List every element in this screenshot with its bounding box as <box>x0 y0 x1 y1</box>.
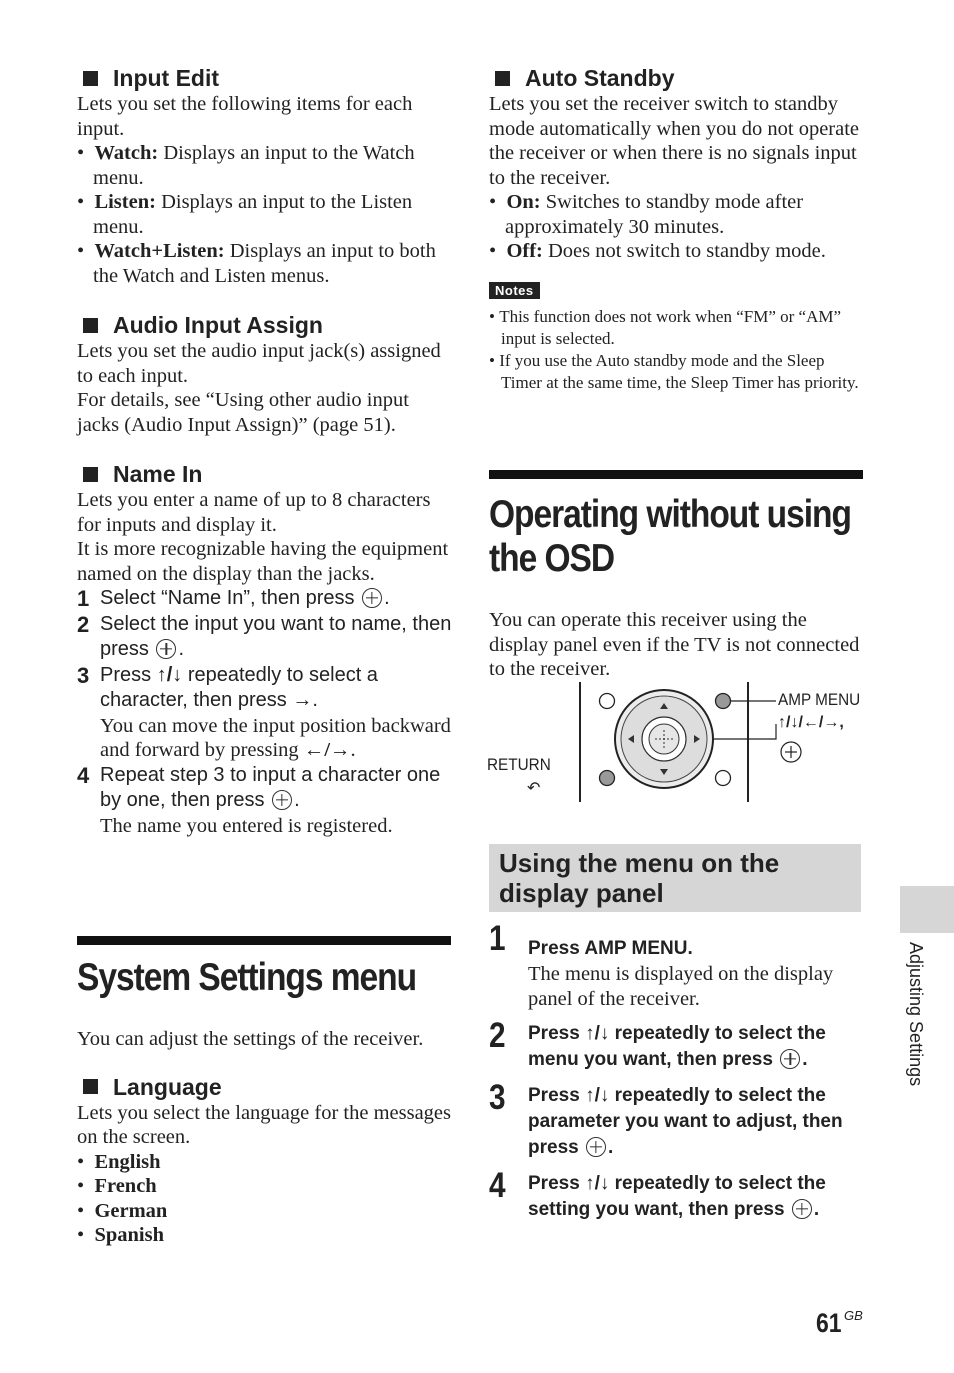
return-label: RETURN <box>487 755 551 774</box>
enter-button-icon <box>272 790 292 810</box>
step-item: 2 Press ↑/↓ repeatedly to select the menu you want, then press . <box>489 1016 826 1070</box>
language-intro: Lets you select the language for the messages on the screen. <box>77 1101 451 1148</box>
list-item: • On: Switches to standby mode after approximately 30 minutes. <box>489 191 804 238</box>
language-heading: Language <box>77 1073 451 1101</box>
list-item: • Watch+Listen: Displays an input to both the Watch and Listen menus. <box>77 240 436 287</box>
enter-button-icon <box>792 1199 812 1219</box>
section-rule <box>77 936 451 945</box>
audio-input-assign-reference: For details, see “Using other audio input jacks (Audio Input Assign)” (page 51). <box>77 389 409 436</box>
audio-input-assign-text: Lets you set the audio input jack(s) assigned to each input. <box>77 340 441 387</box>
list-item: • Watch: Displays an input to the Watch menu. <box>77 142 415 189</box>
name-in-text: Lets you enter a name of up to 8 characters for inputs and display it. <box>77 489 431 536</box>
name-in-body <box>77 488 452 586</box>
right-arrow-icon: → <box>292 689 313 711</box>
step-item: 3 Press ↑/↓ repeatedly to select the parameter you want to adjust, then press . <box>489 1078 843 1158</box>
menu-panel-steps <box>489 919 861 1223</box>
step-item: 1 Press AMP MENU. <box>489 919 693 959</box>
step-note: You can move the input position backward and forward by pressing ←/→. <box>100 714 451 761</box>
up-down-arrows-icon: ↑/↓ <box>585 1085 610 1106</box>
audio-input-assign-body <box>77 339 452 437</box>
square-bullet-icon <box>83 1079 98 1094</box>
list-item: • German <box>77 1199 168 1222</box>
list-item: • Off: Does not switch to standby mode. <box>489 240 826 262</box>
input-edit-intro: Lets you set the following items for each input. <box>77 93 413 140</box>
side-tab-label: Adjusting Settings <box>906 942 926 1087</box>
return-icon: ↶ <box>527 780 541 797</box>
list-item: • Listen: Displays an input to the Listen menu. <box>77 191 413 238</box>
step-item: 4 Press ↑/↓ repeatedly to select the setting you want, then press . <box>489 1166 826 1220</box>
operating-intro: You can operate this receiver using the display panel even if the TV is not connected to the receiver. <box>489 609 860 680</box>
auto-standby-body <box>489 92 864 264</box>
name-in-heading: Name In <box>77 460 452 488</box>
auto-standby-heading: Auto Standby <box>489 64 864 92</box>
step-note: The name you entered is registered. <box>100 814 393 837</box>
display-panel-diagram <box>486 680 871 805</box>
list-item: • This function does not work when “FM” or “AM” input is selected. <box>489 306 842 348</box>
step-item: 1 Select “Name In”, then press . <box>77 586 390 611</box>
enter-button-icon <box>780 1049 800 1069</box>
left-column <box>77 64 452 838</box>
menu-panel-heading: Using the menu on the display panel <box>489 844 861 912</box>
amp-menu-label: AMP MENU <box>778 690 861 709</box>
list-item: • Spanish <box>77 1224 164 1246</box>
notes-list <box>489 306 864 394</box>
up-down-arrows-icon: ↑/↓ <box>585 1023 610 1044</box>
name-in-text: It is more recognizable having the equipment named on the display than the jacks. <box>77 538 449 585</box>
auto-standby-intro: Lets you set the receiver switch to standby mode automatically when you do not operate the receiver or when there is no signals input to the receiver. <box>489 93 860 189</box>
operating-title: Operating without using the OSD <box>489 493 851 580</box>
enter-button-icon <box>156 639 176 659</box>
step-note: The menu is displayed on the display panel of the receiver. <box>528 963 834 1010</box>
up-down-arrows-icon: ↑/↓ <box>156 663 183 686</box>
enter-button-icon <box>586 1137 606 1157</box>
section-rule <box>489 470 863 479</box>
step-item: 2 Select the input you want to name, then press . <box>77 611 452 660</box>
step-item: 3 Press ↑/↓ repeatedly to select a character, then press →. <box>77 662 378 711</box>
up-down-arrows-icon: ↑/↓ <box>585 1173 610 1194</box>
system-settings-intro: You can adjust the settings of the receiver. <box>77 1028 424 1050</box>
name-in-steps <box>77 586 452 838</box>
arrow-keys-label: ↑/↓/←/→, <box>778 714 844 731</box>
list-item: • English <box>77 1150 161 1173</box>
list-item: • French <box>77 1175 157 1197</box>
square-bullet-icon <box>495 71 510 86</box>
square-bullet-icon <box>83 318 98 333</box>
input-edit-heading: Input Edit <box>77 64 452 92</box>
square-bullet-icon <box>83 71 98 86</box>
square-bullet-icon <box>83 467 98 482</box>
step-item: 4 Repeat step 3 to input a character one by one, then press . <box>77 762 441 811</box>
input-edit-body <box>77 92 452 288</box>
left-right-arrows-icon: ←/→ <box>303 739 351 761</box>
enter-button-icon <box>362 588 382 608</box>
system-settings-section <box>77 936 451 1248</box>
right-column <box>489 64 864 394</box>
page-number: 61 $^{GB}$ <box>816 1308 863 1338</box>
side-tab-marker <box>900 886 954 933</box>
list-item: • If you use the Auto standby mode and the Sleep Timer at the same time, the Sleep Timer has priority. <box>489 350 859 392</box>
operating-section <box>489 470 863 682</box>
audio-input-assign-heading: Audio Input Assign <box>77 311 452 339</box>
language-body <box>77 1101 451 1248</box>
notes-badge: Notes <box>489 282 540 299</box>
system-settings-title: System Settings menu <box>77 956 417 999</box>
menu-panel-section <box>489 844 861 1223</box>
notes-block <box>489 282 864 394</box>
